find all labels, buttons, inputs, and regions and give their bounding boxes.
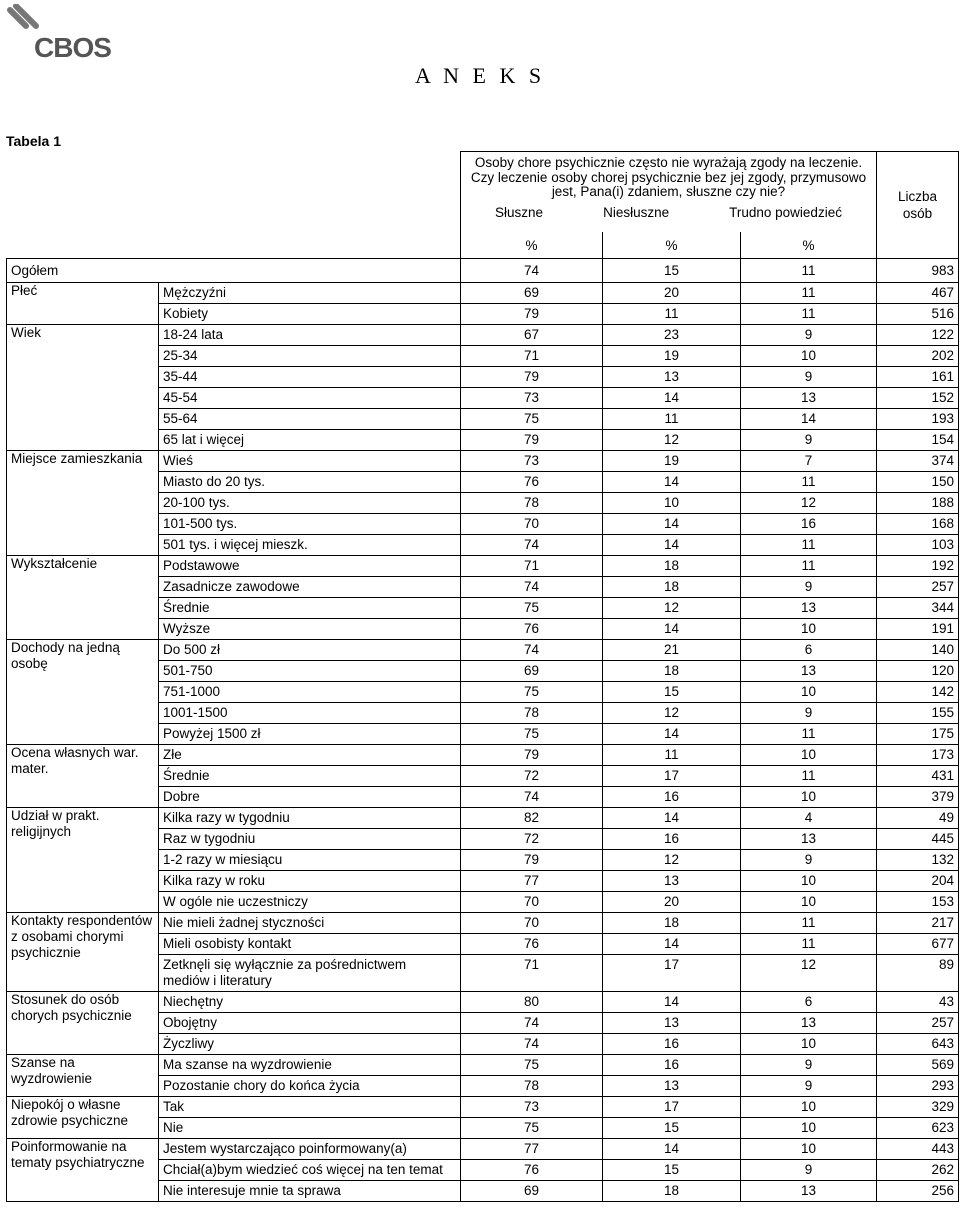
- percent-value: 9: [741, 850, 877, 871]
- percent-value: 18: [603, 556, 741, 577]
- percent-value: 71: [461, 556, 603, 577]
- percent-value: 11: [741, 934, 877, 955]
- row-label: 751-1000: [159, 682, 461, 703]
- percent-value: 15: [603, 1118, 741, 1139]
- row-label: 1-2 razy w miesiącu: [159, 850, 461, 871]
- row-label: 25-34: [159, 346, 461, 367]
- row-label: Wyższe: [159, 619, 461, 640]
- percent-value: 74: [461, 787, 603, 808]
- percent-value: 14: [603, 992, 741, 1013]
- percent-value: 14: [603, 619, 741, 640]
- row-label: Średnie: [159, 766, 461, 787]
- percent-value: 13: [603, 1013, 741, 1034]
- percent-value: 73: [461, 451, 603, 472]
- percent-value: 74: [461, 535, 603, 556]
- table-title: Tabela 1: [6, 133, 61, 149]
- row-label: Powyżej 1500 zł: [159, 724, 461, 745]
- count-value: 168: [877, 514, 959, 535]
- percent-value: 74: [461, 1034, 603, 1055]
- category-label: Niepokój o własne zdrowie psychiczne: [7, 1097, 159, 1139]
- percent-value: 15: [603, 1160, 741, 1181]
- count-value: 344: [877, 598, 959, 619]
- percent-value: 10: [741, 892, 877, 913]
- row-label: Do 500 zł: [159, 640, 461, 661]
- row-label: Kobiety: [159, 304, 461, 325]
- percent-value: 19: [603, 451, 741, 472]
- question-text: Osoby chore psychicznie często nie wyrażają zgody na leczenie. Czy leczenie osoby chorej psychicznie bez jej zgody, przymusowo jest, Pana(i) zdaniem, słuszne czy nie?: [470, 155, 867, 199]
- percent-value: 74: [461, 640, 603, 661]
- percent-value: 13: [741, 661, 877, 682]
- category-label: Szanse na wyzdrowienie: [7, 1055, 159, 1097]
- count-header-label: Liczba osób: [897, 189, 938, 221]
- percent-value: 14: [603, 724, 741, 745]
- percent-value: 14: [603, 1139, 741, 1160]
- logo-text: CBOS: [34, 32, 111, 63]
- total-label: Ogółem: [7, 259, 461, 283]
- total-row: [7, 259, 959, 283]
- row-label: Dobre: [159, 787, 461, 808]
- category-label: Kontakty respondentów z osobami chorymi psychicznie: [7, 913, 159, 992]
- percent-value: 79: [461, 745, 603, 766]
- pct-unit-2: %: [603, 232, 741, 259]
- count-value: 293: [877, 1076, 959, 1097]
- count-value: 443: [877, 1139, 959, 1160]
- percent-value: 16: [741, 514, 877, 535]
- table-row: [7, 808, 959, 829]
- category-label: Wiek: [7, 325, 159, 451]
- header-row: [7, 152, 959, 233]
- table-row: [7, 283, 959, 304]
- row-label: Nie mieli żadnej styczności: [159, 913, 461, 934]
- count-value: 431: [877, 766, 959, 787]
- percent-value: 67: [461, 325, 603, 346]
- row-label: 65 lat i więcej: [159, 430, 461, 451]
- percent-value: 21: [603, 640, 741, 661]
- percent-value: 75: [461, 682, 603, 703]
- percent-value: 72: [461, 766, 603, 787]
- row-label: Obojętny: [159, 1013, 461, 1034]
- percent-value: 9: [741, 1076, 877, 1097]
- percent-value: 75: [461, 1055, 603, 1076]
- percent-value: 71: [461, 955, 603, 992]
- percent-value: 13: [741, 1013, 877, 1034]
- percent-value: 12: [603, 430, 741, 451]
- percent-value: 11: [603, 745, 741, 766]
- row-label: Tak: [159, 1097, 461, 1118]
- percent-value: 4: [741, 808, 877, 829]
- percent-value: 9: [741, 430, 877, 451]
- pct-unit-1: %: [461, 232, 603, 259]
- percent-value: 20: [603, 283, 741, 304]
- percent-value: 13: [741, 829, 877, 850]
- percent-value: 13: [603, 367, 741, 388]
- table-row: [7, 913, 959, 934]
- row-label: Nie: [159, 1118, 461, 1139]
- row-label: Ma szanse na wyzdrowienie: [159, 1055, 461, 1076]
- percent-value: 12: [603, 598, 741, 619]
- percent-value: 9: [741, 367, 877, 388]
- row-label: Życzliwy: [159, 1034, 461, 1055]
- percent-value: 18: [603, 661, 741, 682]
- percent-value: 74: [461, 577, 603, 598]
- percent-value: 73: [461, 388, 603, 409]
- table-row: [7, 325, 959, 346]
- table-row: [7, 556, 959, 577]
- row-label: Niechętny: [159, 992, 461, 1013]
- row-label: 1001-1500: [159, 703, 461, 724]
- category-label: Udział w prakt. religijnych: [7, 808, 159, 913]
- percent-value: 10: [741, 1139, 877, 1160]
- count-value: 120: [877, 661, 959, 682]
- percent-value: 77: [461, 871, 603, 892]
- total-value: 74: [461, 259, 603, 283]
- percent-value: 69: [461, 1181, 603, 1202]
- table-row: [7, 1097, 959, 1118]
- count-value: 257: [877, 1013, 959, 1034]
- row-label: Jestem wystarczająco poinformowany(a): [159, 1139, 461, 1160]
- pct-unit-3: %: [741, 232, 877, 259]
- row-label: Wieś: [159, 451, 461, 472]
- percent-value: 15: [603, 682, 741, 703]
- percent-value: 12: [603, 850, 741, 871]
- percent-value: 80: [461, 992, 603, 1013]
- percent-value: 13: [603, 1076, 741, 1097]
- count-value: 150: [877, 472, 959, 493]
- percent-value: 16: [603, 1055, 741, 1076]
- percent-value: 76: [461, 619, 603, 640]
- question-cell: [461, 152, 877, 233]
- percent-value: 70: [461, 514, 603, 535]
- percent-value: 11: [603, 409, 741, 430]
- table-row: [7, 992, 959, 1013]
- percent-value: 76: [461, 472, 603, 493]
- percent-value: 75: [461, 598, 603, 619]
- total-value: 11: [741, 259, 877, 283]
- count-value: 142: [877, 682, 959, 703]
- count-value: 202: [877, 346, 959, 367]
- total-count: 983: [877, 259, 959, 283]
- table-row: [7, 1139, 959, 1160]
- percent-value: 6: [741, 640, 877, 661]
- percent-value: 17: [603, 955, 741, 992]
- column-header-trudno: Trudno powiedzieć: [729, 204, 842, 220]
- percent-value: 75: [461, 724, 603, 745]
- count-value: 445: [877, 829, 959, 850]
- percent-value: 11: [741, 304, 877, 325]
- row-label: Kilka razy w roku: [159, 871, 461, 892]
- percent-value: 14: [603, 808, 741, 829]
- row-label: Złe: [159, 745, 461, 766]
- percent-value: 11: [741, 766, 877, 787]
- percent-value: 76: [461, 934, 603, 955]
- percent-value: 17: [603, 1097, 741, 1118]
- percent-value: 10: [603, 493, 741, 514]
- count-value: 132: [877, 850, 959, 871]
- percent-value: 78: [461, 703, 603, 724]
- percent-value: 18: [603, 577, 741, 598]
- percent-value: 79: [461, 850, 603, 871]
- count-value: 256: [877, 1181, 959, 1202]
- percent-value: 17: [603, 766, 741, 787]
- percent-value: 69: [461, 661, 603, 682]
- percent-value: 10: [741, 1097, 877, 1118]
- percent-value: 19: [603, 346, 741, 367]
- count-value: 262: [877, 1160, 959, 1181]
- row-label: Raz w tygodniu: [159, 829, 461, 850]
- percent-value: 73: [461, 1097, 603, 1118]
- percent-value: 10: [741, 346, 877, 367]
- row-label: W ogóle nie uczestniczy: [159, 892, 461, 913]
- category-label: Dochody na jedną osobę: [7, 640, 159, 745]
- cbos-logo: [6, 4, 136, 62]
- count-value: 516: [877, 304, 959, 325]
- row-label: Podstawowe: [159, 556, 461, 577]
- percent-value: 10: [741, 871, 877, 892]
- percent-value: 9: [741, 703, 877, 724]
- percent-value: 14: [603, 535, 741, 556]
- category-label: Miejsce zamieszkania: [7, 451, 159, 556]
- percent-value: 14: [741, 409, 877, 430]
- row-label: 20-100 tys.: [159, 493, 461, 514]
- percent-value: 9: [741, 325, 877, 346]
- count-value: 43: [877, 992, 959, 1013]
- percent-value: 12: [741, 955, 877, 992]
- percent-value: 13: [603, 871, 741, 892]
- percent-value: 16: [603, 829, 741, 850]
- count-value: 122: [877, 325, 959, 346]
- table-row: [7, 451, 959, 472]
- table-row: [7, 745, 959, 766]
- percent-value: 14: [603, 388, 741, 409]
- row-label: 101-500 tys.: [159, 514, 461, 535]
- row-label: 501-750: [159, 661, 461, 682]
- percent-value: 78: [461, 493, 603, 514]
- percent-value: 10: [741, 682, 877, 703]
- percent-value: 11: [741, 913, 877, 934]
- count-value: 204: [877, 871, 959, 892]
- count-value: 161: [877, 367, 959, 388]
- percent-value: 20: [603, 892, 741, 913]
- count-value: 140: [877, 640, 959, 661]
- percent-value: 7: [741, 451, 877, 472]
- percent-value: 9: [741, 1160, 877, 1181]
- percent-value: 12: [603, 703, 741, 724]
- row-label: 18-24 lata: [159, 325, 461, 346]
- category-label: Stosunek do osób chorych psychicznie: [7, 992, 159, 1055]
- column-header-sluszne: Słuszne: [495, 204, 544, 220]
- row-label: Nie interesuje mnie ta sprawa: [159, 1181, 461, 1202]
- percent-value: 13: [741, 598, 877, 619]
- percent-value: 12: [741, 493, 877, 514]
- row-label: Zetknęli się wyłącznie za pośrednictwem mediów i literatury: [159, 955, 461, 992]
- count-value: 193: [877, 409, 959, 430]
- row-label: 35-44: [159, 367, 461, 388]
- percent-value: 14: [603, 934, 741, 955]
- percent-value: 77: [461, 1139, 603, 1160]
- percent-value: 14: [603, 472, 741, 493]
- count-value: 155: [877, 703, 959, 724]
- count-value: 103: [877, 535, 959, 556]
- count-value: 191: [877, 619, 959, 640]
- category-label: Poinformowanie na tematy psychiatryczne: [7, 1139, 159, 1202]
- percent-value: 16: [603, 787, 741, 808]
- category-label: Płeć: [7, 283, 159, 325]
- row-label: Mieli osobisty kontakt: [159, 934, 461, 955]
- count-value: 569: [877, 1055, 959, 1076]
- table-row: [7, 640, 959, 661]
- row-label: Średnie: [159, 598, 461, 619]
- column-header-niesluszne: Niesłuszne: [603, 204, 670, 220]
- category-label: Ocena własnych war. mater.: [7, 745, 159, 808]
- count-value: 173: [877, 745, 959, 766]
- count-value: 623: [877, 1118, 959, 1139]
- count-value: 374: [877, 451, 959, 472]
- percent-value: 11: [603, 304, 741, 325]
- percent-value: 10: [741, 1118, 877, 1139]
- count-value: 175: [877, 724, 959, 745]
- percent-value: 18: [603, 1181, 741, 1202]
- percent-value: 70: [461, 913, 603, 934]
- percent-value: 76: [461, 1160, 603, 1181]
- count-value: 153: [877, 892, 959, 913]
- count-header: [877, 152, 959, 259]
- count-value: 192: [877, 556, 959, 577]
- percent-value: 74: [461, 1013, 603, 1034]
- percent-value: 13: [741, 388, 877, 409]
- percent-value: 78: [461, 1076, 603, 1097]
- count-value: 677: [877, 934, 959, 955]
- percent-value: 11: [741, 724, 877, 745]
- row-label: 55-64: [159, 409, 461, 430]
- results-table: [6, 151, 959, 1202]
- percent-value: 75: [461, 1118, 603, 1139]
- percent-value: 11: [741, 556, 877, 577]
- count-value: 154: [877, 430, 959, 451]
- count-value: 49: [877, 808, 959, 829]
- percent-value: 10: [741, 745, 877, 766]
- total-value: 15: [603, 259, 741, 283]
- count-value: 379: [877, 787, 959, 808]
- percent-value: 82: [461, 808, 603, 829]
- percent-value: 75: [461, 409, 603, 430]
- count-value: 89: [877, 955, 959, 992]
- percent-value: 10: [741, 619, 877, 640]
- row-label: 501 tys. i więcej mieszk.: [159, 535, 461, 556]
- row-label: Kilka razy w tygodniu: [159, 808, 461, 829]
- count-value: 217: [877, 913, 959, 934]
- percent-value: 9: [741, 1055, 877, 1076]
- category-label: Wykształcenie: [7, 556, 159, 640]
- percent-value: 6: [741, 992, 877, 1013]
- percent-value: 79: [461, 304, 603, 325]
- percent-value: 79: [461, 430, 603, 451]
- table-row: [7, 1055, 959, 1076]
- row-label: Pozostanie chory do końca życia: [159, 1076, 461, 1097]
- count-value: 257: [877, 577, 959, 598]
- percent-value: 16: [603, 1034, 741, 1055]
- percent-value: 11: [741, 535, 877, 556]
- percent-value: 71: [461, 346, 603, 367]
- count-value: 188: [877, 493, 959, 514]
- row-label: Mężczyźni: [159, 283, 461, 304]
- percent-value: 10: [741, 787, 877, 808]
- percent-value: 69: [461, 283, 603, 304]
- percent-value: 18: [603, 913, 741, 934]
- percent-value: 10: [741, 1034, 877, 1055]
- count-value: 643: [877, 1034, 959, 1055]
- count-value: 329: [877, 1097, 959, 1118]
- percent-value: 11: [741, 283, 877, 304]
- row-label: Miasto do 20 tys.: [159, 472, 461, 493]
- percent-value: 79: [461, 367, 603, 388]
- count-value: 152: [877, 388, 959, 409]
- page-heading: A N E K S: [414, 63, 546, 88]
- percent-value: 23: [603, 325, 741, 346]
- row-label: Chciał(a)bym wiedzieć coś więcej na ten temat: [159, 1160, 461, 1181]
- percent-value: 14: [603, 514, 741, 535]
- row-label: Zasadnicze zawodowe: [159, 577, 461, 598]
- percent-value: 70: [461, 892, 603, 913]
- count-value: 467: [877, 283, 959, 304]
- percent-value: 72: [461, 829, 603, 850]
- percent-value: 13: [741, 1181, 877, 1202]
- percent-value: 9: [741, 577, 877, 598]
- percent-value: 11: [741, 472, 877, 493]
- row-label: 45-54: [159, 388, 461, 409]
